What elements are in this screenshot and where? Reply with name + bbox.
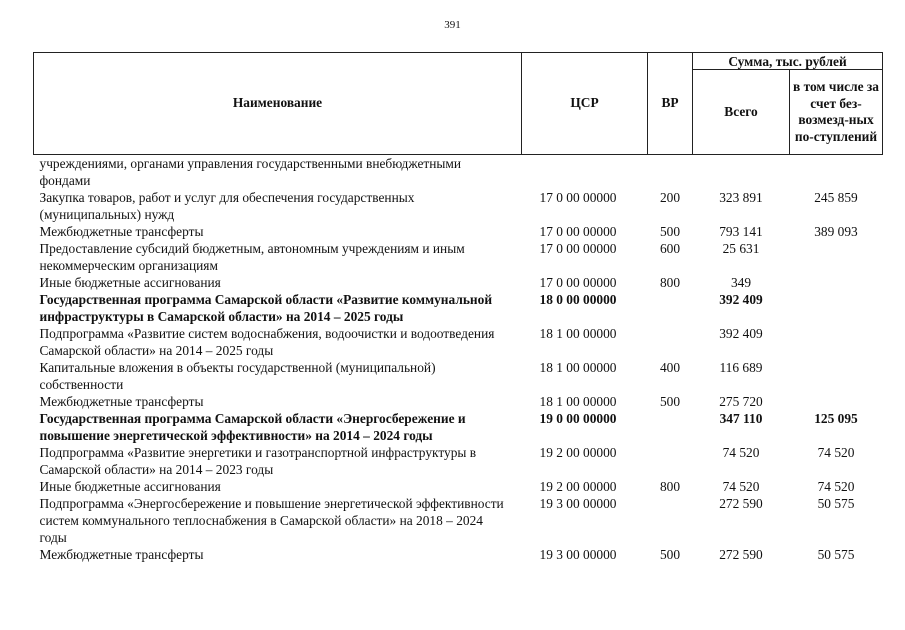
row-vr: 500 [659, 547, 681, 562]
row-name: Подпрограмма «Развитие энергетики и газотранспортной инфраструктуры в Самарской области» на 2014 – 2023 годы [39, 445, 477, 477]
header-gratuitous: в том числе за счет без-возмезд-ных по-ступлений [790, 70, 883, 155]
table-row [34, 240, 883, 274]
row-vr [648, 495, 693, 546]
row-vr: 500 [659, 394, 681, 409]
row-gratuitous: 125 095 [814, 411, 858, 426]
header-csr: ЦСР [522, 53, 648, 155]
header-sum: Сумма, тыс. рублей [693, 53, 883, 70]
row-name: Подпрограмма «Энергосбережение и повышение энергетической эффективности систем коммунального теплоснабжения в Самарской области» на 2018 – 2024 годы [39, 496, 504, 545]
row-gratuitous: 50 575 [817, 496, 855, 511]
row-name: Межбюджетные трансферты [39, 547, 204, 562]
table-row [34, 155, 883, 190]
table-row [34, 291, 883, 325]
row-csr: 19 3 00 00000 [539, 547, 617, 562]
row-vr: 800 [659, 275, 681, 290]
row-csr [522, 155, 648, 190]
row-csr: 19 2 00 00000 [539, 445, 617, 460]
table-row [34, 495, 883, 546]
row-total: 25 631 [722, 241, 760, 256]
row-csr: 19 0 00 00000 [539, 411, 617, 426]
row-vr: 400 [659, 360, 681, 375]
row-name: Капитальные вложения в объекты государственной (муниципальной) собственности [39, 360, 436, 392]
row-gratuitous [790, 359, 883, 393]
row-name: Межбюджетные трансферты [39, 224, 204, 239]
table-body [34, 155, 883, 564]
row-total [693, 155, 790, 190]
table-row [34, 478, 883, 495]
row-vr [648, 291, 693, 325]
row-vr: 600 [659, 241, 681, 256]
row-total: 392 409 [719, 326, 763, 341]
row-total: 272 590 [719, 547, 763, 562]
row-name: Подпрограмма «Развитие систем водоснабжения, водоочистки и водоотведения Самарской области» на 2014 – 2025 годы [39, 326, 495, 358]
row-gratuitous: 389 093 [814, 224, 858, 239]
row-gratuitous [790, 240, 883, 274]
page-number: 391 [444, 19, 461, 31]
row-name: Иные бюджетные ассигнования [39, 479, 221, 494]
row-csr: 17 0 00 00000 [539, 275, 617, 290]
row-name: Предоставление субсидий бюджетным, автономным учреждениям и иным некоммерческим организациям [39, 241, 465, 273]
table-row [34, 546, 883, 563]
row-gratuitous: 74 520 [817, 479, 855, 494]
row-name: учреждениями, органами управления государственными внебюджетными фондами [39, 156, 462, 188]
row-vr: 500 [659, 224, 681, 239]
table-row [34, 444, 883, 478]
header-name: Наименование [34, 53, 522, 155]
row-total: 74 520 [722, 479, 760, 494]
row-vr: 200 [659, 190, 681, 205]
table-row [34, 274, 883, 291]
row-csr: 17 0 00 00000 [539, 190, 617, 205]
table-row [34, 223, 883, 240]
row-gratuitous [790, 291, 883, 325]
row-csr: 19 3 00 00000 [539, 496, 617, 511]
budget-table [33, 52, 883, 563]
row-total: 347 110 [719, 411, 763, 426]
row-gratuitous: 74 520 [817, 445, 855, 460]
row-csr: 18 1 00 00000 [539, 360, 617, 375]
row-vr: 800 [659, 479, 681, 494]
row-gratuitous [790, 155, 883, 190]
row-vr [648, 410, 693, 444]
row-csr: 17 0 00 00000 [539, 224, 617, 239]
table-row [34, 189, 883, 223]
row-csr: 18 0 00 00000 [539, 292, 617, 307]
table-row [34, 325, 883, 359]
row-vr [648, 325, 693, 359]
row-csr: 17 0 00 00000 [539, 241, 617, 256]
row-gratuitous [790, 274, 883, 291]
table-row [34, 410, 883, 444]
row-csr: 18 1 00 00000 [539, 394, 617, 409]
row-csr: 19 2 00 00000 [539, 479, 617, 494]
row-gratuitous: 245 859 [814, 190, 858, 205]
row-total: 793 141 [719, 224, 763, 239]
row-name: Межбюджетные трансферты [39, 394, 204, 409]
row-total: 74 520 [722, 445, 760, 460]
row-total: 116 689 [719, 360, 763, 375]
row-total: 323 891 [719, 190, 763, 205]
row-vr [648, 155, 693, 190]
row-total: 392 409 [719, 292, 763, 307]
header-vr: ВР [648, 53, 693, 155]
row-name: Государственная программа Самарской области «Развитие коммунальной инфраструктуры в Самарской области» на 2014 – 2025 годы [39, 292, 493, 324]
row-gratuitous [790, 393, 883, 410]
row-name: Государственная программа Самарской области «Энергосбережение и повышение энергетической эффективности» на 2014 – 2024 годы [39, 411, 466, 443]
row-total: 272 590 [719, 496, 763, 511]
header-total: Всего [693, 70, 790, 155]
row-total: 349 [730, 275, 752, 290]
row-name: Закупка товаров, работ и услуг для обеспечения государственных (муниципальных) нужд [39, 190, 415, 222]
row-gratuitous: 50 575 [817, 547, 855, 562]
row-name: Иные бюджетные ассигнования [39, 275, 221, 290]
table-row [34, 359, 883, 393]
table-row [34, 393, 883, 410]
row-total: 275 720 [719, 394, 763, 409]
row-gratuitous [790, 325, 883, 359]
row-csr: 18 1 00 00000 [539, 326, 617, 341]
row-vr [648, 444, 693, 478]
table-header [34, 53, 883, 155]
